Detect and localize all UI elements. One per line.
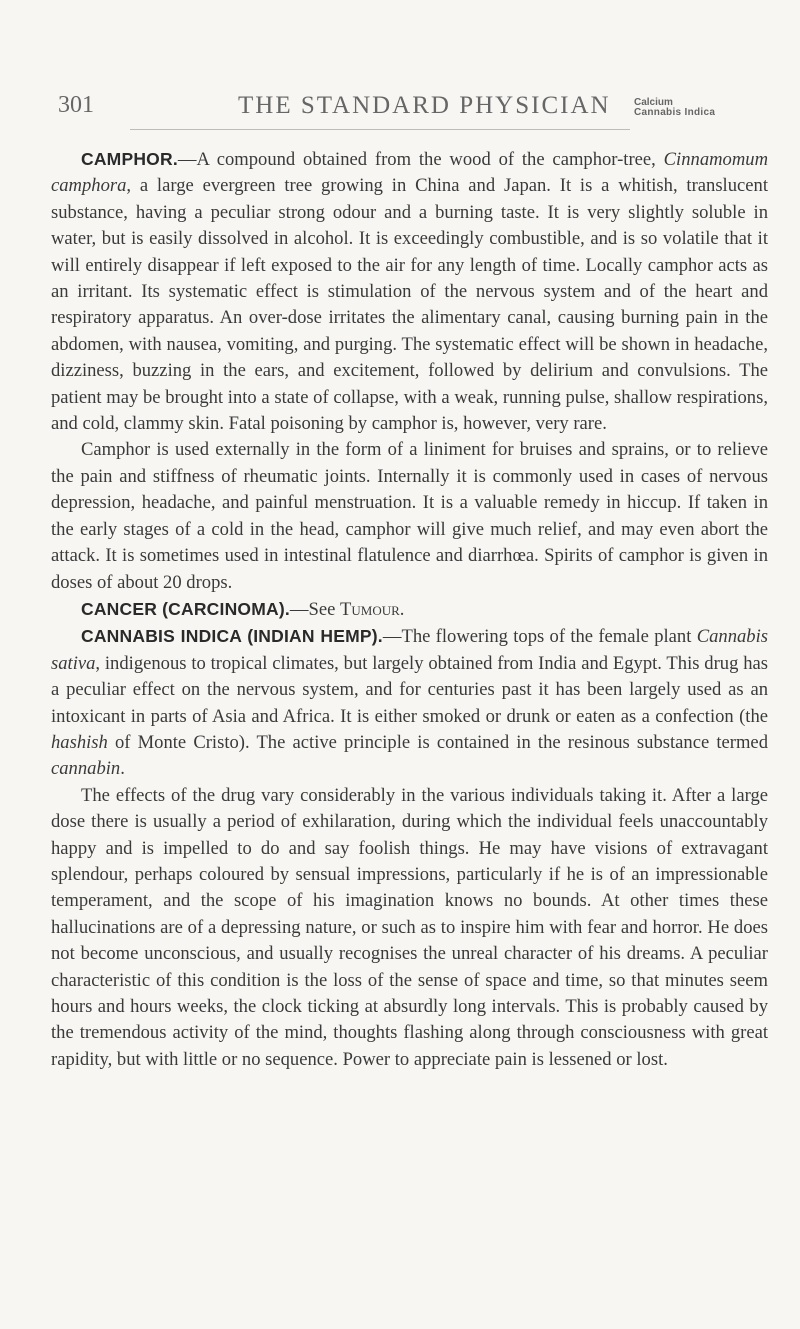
catchword-top: Calcium: [634, 97, 673, 108]
cancer-cross-reference: Tumour: [340, 598, 400, 620]
page-number: 301: [58, 92, 94, 118]
entry-cancer: [51, 596, 768, 623]
camphor-latin-name: Cinnamomum camphora: [51, 149, 768, 197]
cannabis-text-1c: of Monte Cristo). The active principle is contained in the resinous substance termed: [107, 731, 768, 753]
entry-cannabis: [51, 623, 768, 782]
cannabis-hashish: hashish: [51, 731, 108, 753]
camphor-text-2: , a large evergreen tree growing in China and Japan. It is a whitish, translucent substance, having a peculiar strong odour and a burning taste. It is very slightly soluble in water, but is easily dissolved in alcohol. It is exceedingly combustible, and is so volatile that it will entirely disappear if left exposed to the air for any length of time. Locally camphor acts as an irritant. Its systematic effect is stimulation of the nervous system and of the heart and respiratory apparatus. An over-dose irritates the alimentary canal, causing burning pain in the abdomen, with nausea, vomiting, and purging. The systematic effect will be shown in headache, dizziness, buzzing in the ears, and excitement, followed by delirium and convulsions. The patient may be brought into a state of collapse, with a weak, running pulse, shallow respirations, and cold, clammy skin. Fatal poisoning by camphor is, however, very rare.: [51, 175, 768, 435]
headword-cancer: CANCER (CARCINOMA).: [81, 598, 290, 619]
cannabis-text-1a: —The flowering tops of the female plant: [382, 626, 697, 648]
headword-camphor: CAMPHOR.: [81, 149, 178, 169]
catchword-bottom: Cannabis Indica: [634, 107, 716, 118]
cannabis-cannabin: cannabin: [51, 758, 121, 780]
cancer-text: —See: [289, 598, 341, 620]
entry-camphor: [51, 146, 768, 437]
headword-cannabis: CANNABIS INDICA (INDIAN HEMP).: [81, 626, 383, 647]
body-text: [51, 146, 768, 1073]
page-header: [58, 92, 754, 122]
catchwords: [634, 98, 754, 118]
camphor-text-1: —A compound obtained from the wood of the camphor-tree,: [177, 149, 664, 170]
running-title: THE STANDARD PHYSICIAN: [238, 92, 611, 119]
header-rule: [130, 129, 630, 130]
cannabis-text-1d: .: [120, 758, 125, 780]
cannabis-text-1b: , indigenous to tropical climates, but largely obtained from India and Egypt. This drug has a peculiar effect on the nervous system, and for centuries past it has been largely used as an intoxicant in parts of Asia and Africa. It is either smoked or drunk or eaten as a confection (the: [51, 652, 768, 727]
cancer-end: .: [399, 598, 405, 620]
cannabis-paragraph-2: The effects of the drug vary considerably in the various individuals taking it. After a large dose there is usually a period of exhilaration, during which the individual feels unaccountably happy and is impelled to do and say foolish things. He may have visions of extravagant splendour, perhaps coloured by sensual impressions, particularly if he is of an impressionable temperament, and the scope of his imagination knows no bounds. At other times these hallucinations are of a depressing nature, or such as to inspire him with fear and horror. He does not become unconscious, and usually recognises the unreal character of his dreams. A peculiar characteristic of this condition is the loss of the sense of space and time, so that minutes seem hours and hours weeks, the clock ticking at absurdly long intervals. This is probably caused by the tremendous activity of the mind, thoughts flashing along through consciousness with great rapidity, but with little or no sequence. Power to appreciate pain is lessened or lost.: [51, 784, 768, 1070]
cannabis-latin-name: Cannabis sativa: [51, 626, 768, 674]
camphor-paragraph-2: Camphor is used externally in the form of a liniment for bruises and sprains, or to relieve the pain and stiffness of rheumatic joints. Internally it is commonly used in cases of nervous depression, headache, and painful menstruation. It is a valuable remedy in hiccup. If taken in the early stages of a cold in the head, camphor will give much relief, and may even abort the attack. It is sometimes used in intestinal flatulence and diarrhœa. Spirits of camphor is given in doses of about 20 drops.: [51, 439, 768, 593]
